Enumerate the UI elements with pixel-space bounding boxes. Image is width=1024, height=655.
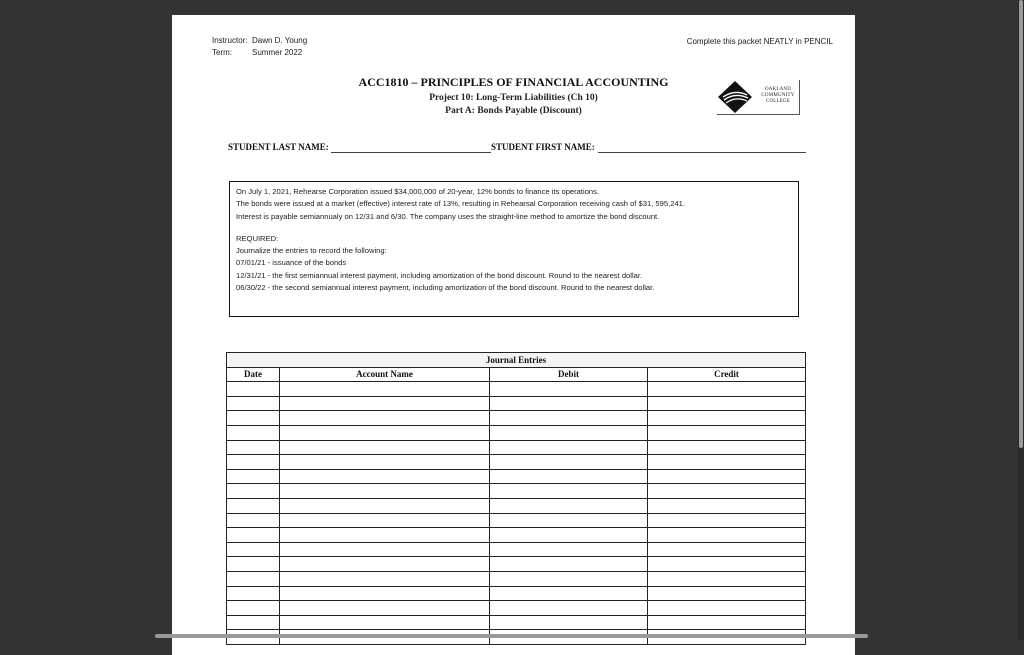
- column-header-date: Date: [227, 367, 280, 382]
- account-name-cell[interactable]: [280, 498, 490, 513]
- debit-cell[interactable]: [490, 542, 648, 557]
- debit-cell[interactable]: [490, 396, 648, 411]
- account-name-cell[interactable]: [280, 542, 490, 557]
- credit-cell[interactable]: [648, 557, 806, 572]
- account-name-cell[interactable]: [280, 571, 490, 586]
- logo-line-3: COLLEGE: [765, 99, 791, 104]
- account-name-cell[interactable]: [280, 382, 490, 397]
- column-header-credit: Credit: [648, 367, 806, 382]
- journal-row: [227, 440, 806, 455]
- debit-cell[interactable]: [490, 425, 648, 440]
- journal-row: [227, 586, 806, 601]
- last-name-label: STUDENT LAST NAME:: [228, 142, 329, 152]
- date-cell[interactable]: [227, 586, 280, 601]
- debit-cell[interactable]: [490, 557, 648, 572]
- problem-line: The bonds were issued at a market (effective) interest rate of 13%, resulting in Rehearsal Corporation receiving cash of $31, 595,241.: [236, 199, 685, 209]
- date-cell[interactable]: [227, 440, 280, 455]
- journal-row: [227, 425, 806, 440]
- date-cell[interactable]: [227, 411, 280, 426]
- date-cell[interactable]: [227, 615, 280, 630]
- debit-cell[interactable]: [490, 455, 648, 470]
- required-label: REQUIRED:: [236, 233, 279, 243]
- first-name-label: STUDENT FIRST NAME:: [491, 142, 595, 152]
- debit-cell[interactable]: [490, 382, 648, 397]
- credit-cell[interactable]: [648, 542, 806, 557]
- account-name-cell[interactable]: [280, 411, 490, 426]
- credit-cell[interactable]: [648, 571, 806, 586]
- account-name-cell[interactable]: [280, 396, 490, 411]
- journal-row: [227, 498, 806, 513]
- credit-cell[interactable]: [648, 425, 806, 440]
- problem-line: Interest is payable semiannualy on 12/31 and 6/30. The company uses the straight-line method to amortize the bond discount.: [236, 211, 660, 221]
- vertical-scrollbar[interactable]: [1018, 0, 1024, 640]
- required-item: 06/30/22 - the second semiannual interest payment, including amortization of the bond discount. Round to the nearest dollar.: [236, 283, 655, 293]
- logo-line-1: OAKLAND: [764, 87, 792, 92]
- credit-cell[interactable]: [648, 601, 806, 616]
- last-name-field[interactable]: [331, 152, 491, 153]
- journal-entries-table: [226, 352, 806, 645]
- journal-row: [227, 571, 806, 586]
- diamond-logo-icon: [717, 80, 757, 114]
- account-name-cell[interactable]: [280, 484, 490, 499]
- vertical-scroll-thumb[interactable]: [1019, 0, 1023, 448]
- credit-cell[interactable]: [648, 586, 806, 601]
- journal-row: [227, 601, 806, 616]
- problem-line: On July 1, 2021, Rehearse Corporation issued $34,000,000 of 20-year, 12% bonds to finance its operations.: [236, 187, 600, 196]
- journal-row: [227, 396, 806, 411]
- column-header-account: Account Name: [280, 367, 490, 382]
- credit-cell[interactable]: [648, 411, 806, 426]
- journal-row: [227, 469, 806, 484]
- date-cell[interactable]: [227, 469, 280, 484]
- journal-row: [227, 484, 806, 499]
- date-cell[interactable]: [227, 601, 280, 616]
- first-name-field[interactable]: [598, 152, 806, 153]
- journal-row: [227, 557, 806, 572]
- credit-cell[interactable]: [648, 615, 806, 630]
- packet-note: Complete this packet NEATLY in PENCIL: [686, 37, 833, 46]
- journal-row: [227, 455, 806, 470]
- credit-cell[interactable]: [648, 528, 806, 543]
- account-name-cell[interactable]: [280, 557, 490, 572]
- account-name-cell[interactable]: [280, 601, 490, 616]
- date-cell[interactable]: [227, 528, 280, 543]
- instructor-name: Dawn D. Young: [252, 36, 308, 45]
- credit-cell[interactable]: [648, 440, 806, 455]
- course-title: ACC1810 – PRINCIPLES OF FINANCIAL ACCOUNTING: [358, 75, 669, 89]
- journal-row: [227, 528, 806, 543]
- debit-cell[interactable]: [490, 601, 648, 616]
- debit-cell[interactable]: [490, 513, 648, 528]
- instructor-label: Instructor:: [212, 36, 248, 45]
- project-title: Project 10: Long-Term Liabilities (Ch 10): [429, 93, 598, 103]
- column-header-debit: Debit: [490, 367, 648, 382]
- date-cell[interactable]: [227, 425, 280, 440]
- problem-statement-box: [229, 181, 799, 317]
- credit-cell[interactable]: [648, 396, 806, 411]
- debit-cell[interactable]: [490, 498, 648, 513]
- credit-cell[interactable]: [648, 513, 806, 528]
- debit-cell[interactable]: [490, 586, 648, 601]
- debit-cell[interactable]: [490, 411, 648, 426]
- date-cell[interactable]: [227, 542, 280, 557]
- date-cell[interactable]: [227, 484, 280, 499]
- logo-wordmark: [759, 87, 797, 105]
- document-page: [172, 15, 855, 655]
- account-name-cell[interactable]: [280, 528, 490, 543]
- instructor-info: [212, 35, 307, 59]
- account-name-cell[interactable]: [280, 440, 490, 455]
- logo-line-2: COMMUNITY: [761, 93, 795, 98]
- journal-row: [227, 411, 806, 426]
- journal-row: [227, 615, 806, 630]
- journal-body: [227, 382, 806, 645]
- credit-cell[interactable]: [648, 382, 806, 397]
- credit-cell[interactable]: [648, 498, 806, 513]
- date-cell[interactable]: [227, 382, 280, 397]
- account-name-cell[interactable]: [280, 513, 490, 528]
- date-cell[interactable]: [227, 396, 280, 411]
- account-name-cell[interactable]: [280, 469, 490, 484]
- credit-cell[interactable]: [648, 484, 806, 499]
- college-logo: [717, 80, 800, 115]
- debit-cell[interactable]: [490, 440, 648, 455]
- part-title: Part A: Bonds Payable (Discount): [445, 106, 582, 116]
- debit-cell[interactable]: [490, 469, 648, 484]
- date-cell[interactable]: [227, 557, 280, 572]
- journal-caption: Journal Entries: [227, 353, 806, 368]
- debit-cell[interactable]: [490, 615, 648, 630]
- required-item: 12/31/21 - the first semiannual interest payment, including amortization of the bond discount. Round to the nearest dollar.: [236, 270, 643, 280]
- credit-cell[interactable]: [648, 455, 806, 470]
- debit-cell[interactable]: [490, 484, 648, 499]
- date-cell[interactable]: [227, 455, 280, 470]
- account-name-cell[interactable]: [280, 615, 490, 630]
- credit-cell[interactable]: [648, 469, 806, 484]
- journal-row: [227, 542, 806, 557]
- journal-row: [227, 513, 806, 528]
- journal-row: [227, 382, 806, 397]
- required-intro: Journalize the entries to record the following:: [236, 246, 387, 256]
- term-value: Summer 2022: [252, 48, 303, 57]
- date-cell[interactable]: [227, 498, 280, 513]
- debit-cell[interactable]: [490, 528, 648, 543]
- horizontal-scrollbar[interactable]: [155, 634, 868, 638]
- term-label: Term:: [212, 48, 232, 57]
- account-name-cell[interactable]: [280, 586, 490, 601]
- date-cell[interactable]: [227, 513, 280, 528]
- required-item: 07/01/21 - issuance of the bonds: [236, 258, 347, 268]
- account-name-cell[interactable]: [280, 455, 490, 470]
- account-name-cell[interactable]: [280, 425, 490, 440]
- debit-cell[interactable]: [490, 571, 648, 586]
- date-cell[interactable]: [227, 571, 280, 586]
